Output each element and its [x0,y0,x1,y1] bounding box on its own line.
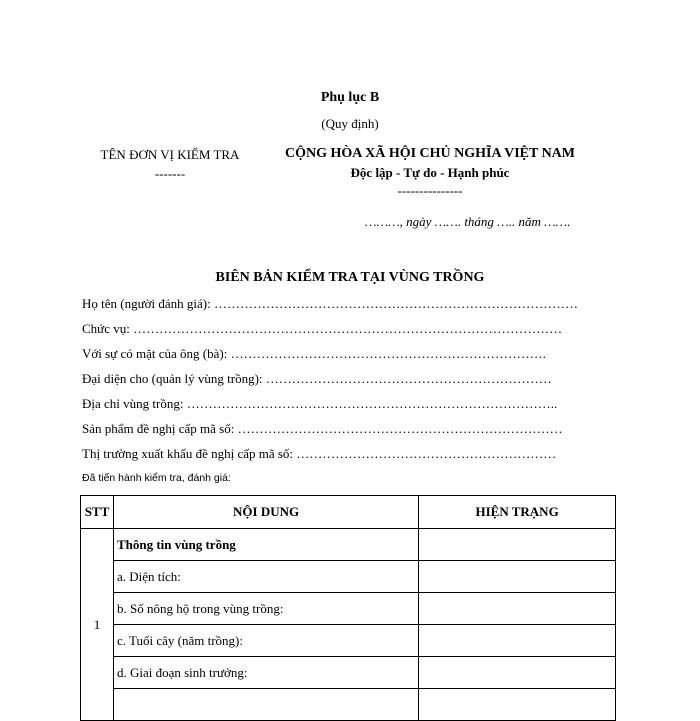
row-content-area: a. Diện tích: [113,561,418,593]
field-presence: Với sự có mặt của ông (bà): ………………………………………………………………. [82,346,546,361]
table-row [81,625,616,657]
appendix-subtitle: (Quy định) [321,116,379,131]
field-representative: Đại diện cho (quản lý vùng trồng): ………………………………………………………… [82,371,552,386]
header-status: HIỆN TRẠNG [419,496,616,529]
inspection-note: Đã tiến hành kiểm tra, đánh giá: [82,472,231,484]
inspection-table [80,495,616,721]
row-content-tree-age: c. Tuổi cây (năm trồng): [113,625,418,657]
appendix-title: Phụ lục B [320,90,380,105]
inspection-unit-separator: ------- [154,166,186,181]
row-status-cell [419,529,616,561]
row-status-cell [419,625,616,657]
row-number: 1 [81,529,114,721]
field-export-market: Thị trường xuất khẩu đề nghị cấp mã số: …………………………………………………… [82,446,557,461]
field-position: Chức vụ: ……………………………………………………………………………………… [82,321,563,336]
national-motto: Độc lập - Tự do - Hạnh phúc [350,165,510,180]
date-line: ………, ngày ……. tháng ….. năm ……. [365,214,571,229]
row-status-cell [419,657,616,689]
table-row [81,529,616,561]
row-content-growth-stage: d. Giai đoạn sinh trưởng: [113,657,418,689]
table-row [81,657,616,689]
row-status-cell [419,561,616,593]
field-product: Sản phẩm đề nghị cấp mã số: ………………………………………………………………… [82,421,563,436]
table-row [81,689,616,721]
header-stt: STT [81,496,114,529]
national-title: CỘNG HÒA XÃ HỘI CHỦ NGHĨA VIỆT NAM [284,146,575,161]
inspection-unit-name: TÊN ĐƠN VỊ KIỂM TRA [100,147,240,162]
row-content-next [113,689,418,721]
table-row [81,593,616,625]
document-title: BIÊN BẢN KIỂM TRA TẠI VÙNG TRỒNG [215,270,485,285]
table-header-row [81,496,616,529]
field-address: Địa chỉ vùng trồng: ………………………………………………………………………….. [82,396,558,411]
header-content: NỘI DUNG [113,496,418,529]
field-evaluator-name: Họ tên (người đánh giá): ………………………………………………………………………… [82,296,578,311]
table-row [81,561,616,593]
row-status-cell [419,689,616,721]
row-content-households: b. Số nông hộ trong vùng trồng: [113,593,418,625]
row-status-cell [419,593,616,625]
motto-separator: --------------- [397,183,463,198]
row-content-heading: Thông tin vùng trồng [113,529,418,561]
